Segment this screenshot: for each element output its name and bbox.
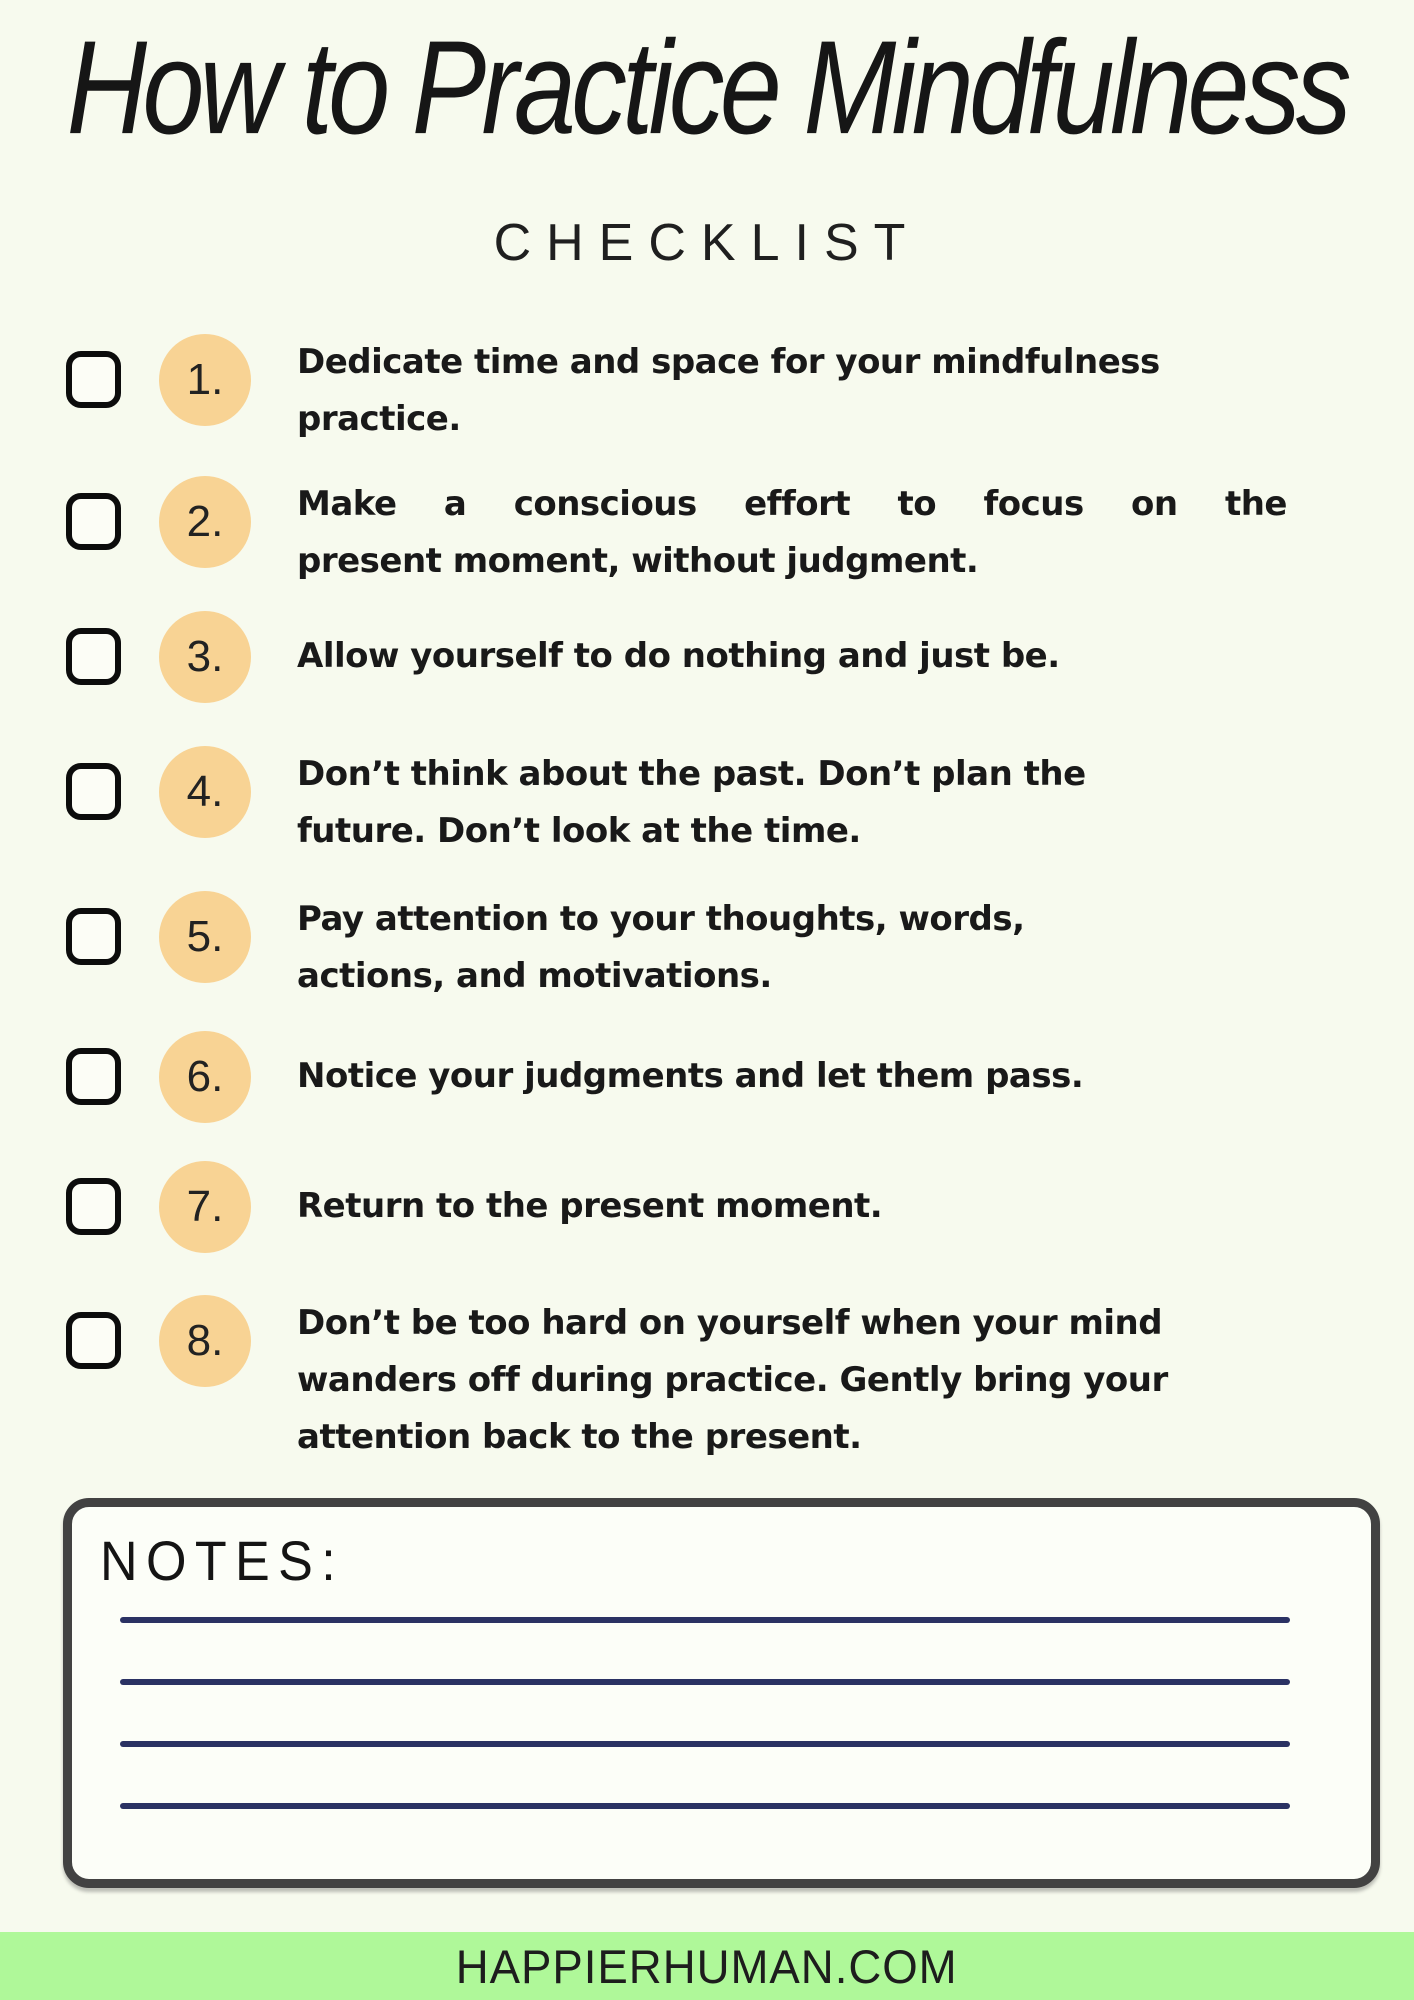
notes-writing-line-2[interactable]	[120, 1679, 1290, 1685]
number-badge-6	[159, 1031, 251, 1123]
checkbox-item-4[interactable]	[66, 763, 121, 820]
number-badge-7	[159, 1161, 251, 1253]
checklist-row-6	[66, 1048, 1287, 1123]
checkbox-item-2[interactable]	[66, 493, 121, 550]
number-badge-2	[159, 476, 251, 568]
item-line: attention back to the present.	[297, 1417, 862, 1457]
item-line: Dedicate time and space for your mindfulness	[297, 342, 1160, 382]
footer-website-text: HAPPIERHUMAN.COM	[456, 1939, 958, 1993]
item-number: 6.	[186, 1052, 224, 1101]
checklist-row-3	[66, 628, 1287, 703]
item-text-7	[297, 1178, 1287, 1235]
item-text-8	[297, 1295, 1287, 1466]
item-number: 7.	[186, 1182, 224, 1231]
item-text-4	[297, 746, 1287, 860]
item-line: wanders off during practice. Gently bring your	[297, 1360, 1168, 1400]
notes-writing-line-1[interactable]	[120, 1617, 1290, 1623]
number-badge-3	[159, 611, 251, 703]
item-line: Don’t think about the past. Don’t plan the	[297, 754, 1086, 794]
checklist-row-7	[66, 1178, 1287, 1253]
checklist-row-2	[66, 484, 1287, 590]
item-text-2	[297, 476, 1287, 590]
number-badge-4	[159, 746, 251, 838]
checkbox-item-7[interactable]	[66, 1178, 121, 1235]
checklist-row-5	[66, 899, 1287, 1005]
item-line: present moment, without judgment.	[297, 541, 979, 581]
item-line: Pay attention to your thoughts, words,	[297, 899, 1025, 939]
item-line: Make a conscious effort to focus on the	[297, 484, 1287, 524]
item-text-1	[297, 334, 1287, 448]
item-line: Return to the present moment.	[297, 1186, 883, 1226]
item-number: 3.	[186, 632, 224, 681]
item-line: Allow yourself to do nothing and just be.	[297, 636, 1060, 676]
checkbox-item-8[interactable]	[66, 1312, 121, 1369]
item-number: 4.	[186, 767, 224, 816]
item-text-6	[297, 1048, 1287, 1105]
item-number: 5.	[186, 912, 224, 961]
item-number: 2.	[186, 497, 224, 546]
title-wrap	[0, 12, 1414, 162]
notes-writing-line-4[interactable]	[120, 1803, 1290, 1809]
page-title: How to Practice Mindfulness	[66, 12, 1348, 162]
number-badge-5	[159, 891, 251, 983]
item-number: 8.	[186, 1316, 224, 1365]
checklist-row-1	[66, 342, 1287, 448]
checkbox-item-1[interactable]	[66, 351, 121, 408]
notes-label: NOTES:	[100, 1529, 345, 1592]
checklist-row-4	[66, 754, 1287, 860]
page-subtitle: CHECKLIST	[493, 214, 921, 272]
checkbox-item-6[interactable]	[66, 1048, 121, 1105]
item-line: Notice your judgments and let them pass.	[297, 1056, 1084, 1096]
item-number: 1.	[186, 355, 224, 404]
item-line: practice.	[297, 399, 461, 439]
item-line: future. Don’t look at the time.	[297, 811, 861, 851]
item-line: Don’t be too hard on yourself when your mind	[297, 1303, 1163, 1343]
number-badge-1	[159, 334, 251, 426]
item-text-3	[297, 628, 1287, 685]
number-badge-8	[159, 1295, 251, 1387]
footer-bar	[0, 1932, 1414, 2000]
checkbox-item-3[interactable]	[66, 628, 121, 685]
checkbox-item-5[interactable]	[66, 908, 121, 965]
notes-writing-line-3[interactable]	[120, 1741, 1290, 1747]
item-text-5	[297, 891, 1287, 1005]
checklist-row-8	[66, 1303, 1287, 1466]
item-line: actions, and motivations.	[297, 956, 772, 996]
